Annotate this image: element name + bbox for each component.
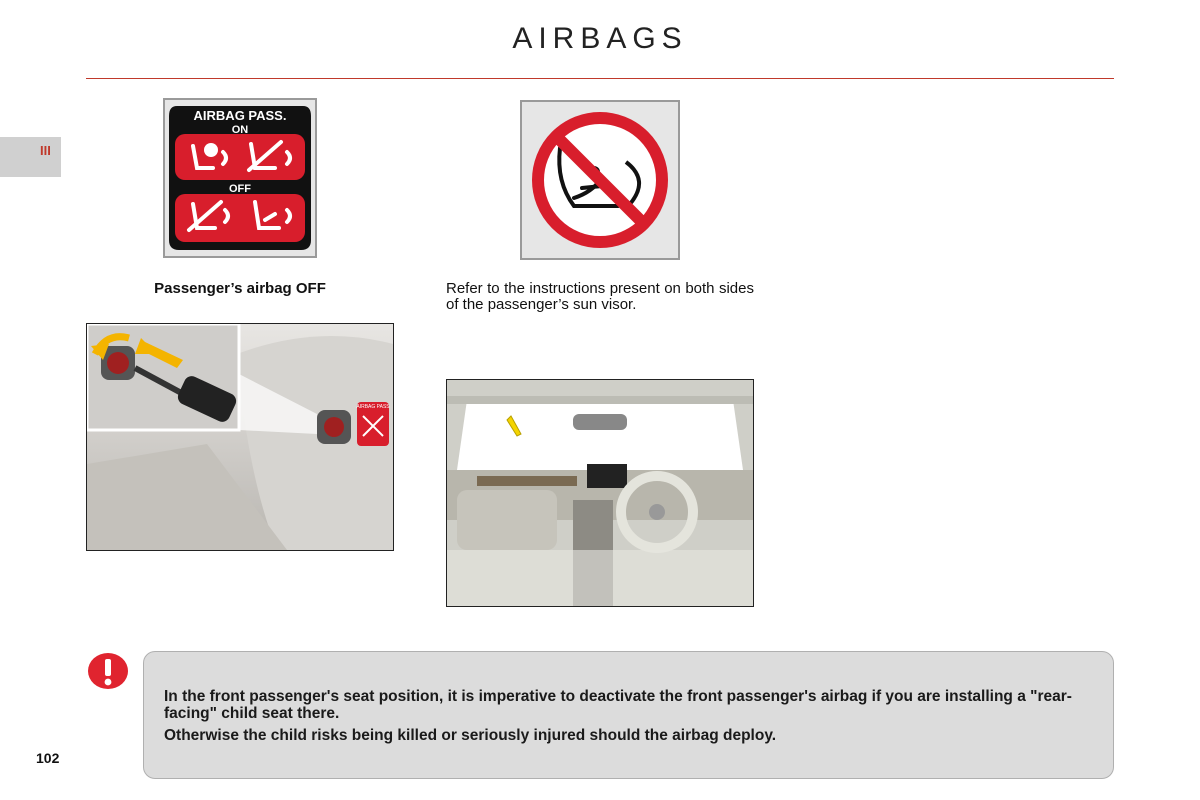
dashboard-photo xyxy=(446,379,754,607)
page-title: AIRBAGS xyxy=(512,22,688,55)
warning-text xyxy=(164,688,1104,749)
mini-airbag-label: AIRBAG PASS xyxy=(356,404,390,410)
warning-line-2: Otherwise the child risks being killed or seriously injured should the airbag deploy. xyxy=(164,727,777,744)
caption-passenger-airbag-off: Passenger’s airbag OFF xyxy=(154,280,326,297)
title-divider xyxy=(86,78,1114,79)
label-panel-on: ON xyxy=(231,124,249,136)
airbag-pass-label-icon xyxy=(165,100,315,256)
dashboard-illustration xyxy=(447,380,753,606)
section-tab xyxy=(0,137,61,177)
no-rear-facing-child-seat-icon xyxy=(522,102,678,258)
airbag-switch-illustration xyxy=(87,324,393,550)
caption-sun-visor-instructions: Refer to the instructions present on both sides of the passenger’s sun visor. xyxy=(446,280,754,313)
label-panel-off: OFF xyxy=(229,183,251,195)
label-panel-header: AIRBAG PASS. xyxy=(193,108,287,123)
airbag-switch-photo xyxy=(86,323,394,551)
warning-exclamation-icon xyxy=(87,652,129,690)
section-tab-label: III xyxy=(40,143,51,158)
airbag-label-figure xyxy=(163,98,317,258)
prohibition-figure xyxy=(520,100,680,260)
page-number: 102 xyxy=(36,750,60,766)
warning-line-1: In the front passenger's seat position, it is imperative to deactivate the front passenger's airbag if you are installing a "rear-facing" child seat there. xyxy=(164,688,1072,722)
